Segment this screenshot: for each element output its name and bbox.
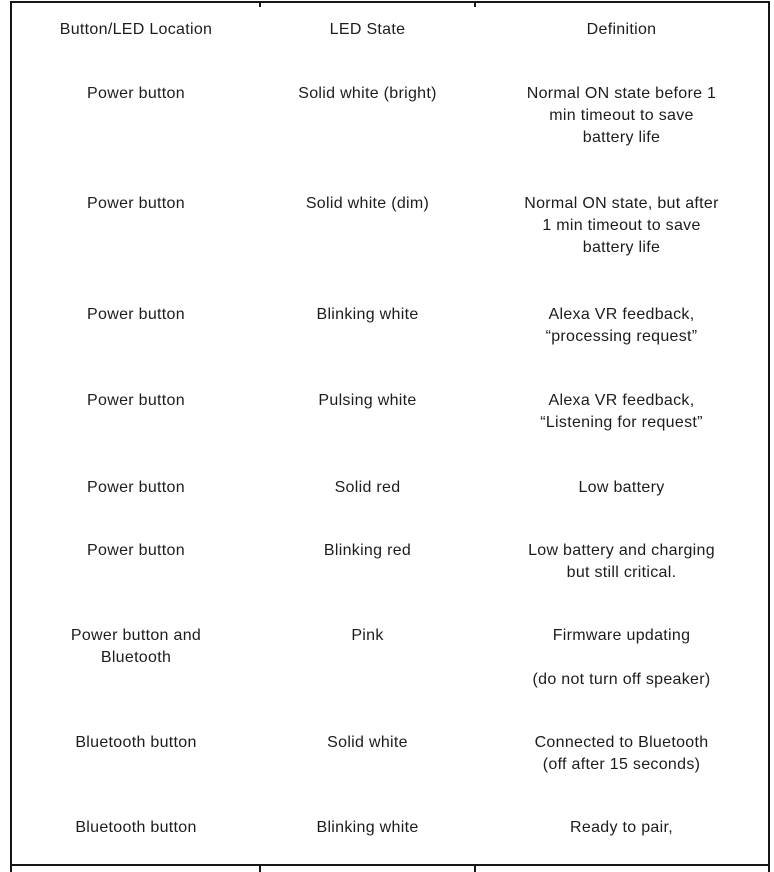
cell-text: Low battery [578,479,665,496]
cell-location [12,540,260,562]
cell-text: (off after 15 seconds) [542,756,701,773]
cell-text: Pulsing white [318,392,417,409]
table-row [12,390,768,434]
cell-definition [475,625,768,691]
cell-text: Solid white (bright) [298,85,437,102]
table-row [12,83,768,149]
cell-text: Normal ON state before 1 [526,85,717,102]
cell-text [475,647,768,669]
cell-text: (do not turn off speaker) [532,671,711,688]
table-row [12,193,768,259]
cell-text: Solid red [334,479,401,496]
cell-location [12,625,260,669]
cell-text: Power button [87,85,185,102]
header-led-state-label: LED State [329,21,406,38]
cell-text: Normal ON state, but after [524,195,719,212]
cell-text: Power button [87,479,185,496]
cell-definition [475,304,768,348]
table-row [12,304,768,348]
cell-definition [475,817,768,839]
table-bottom-border [10,864,770,866]
cell-text: battery life [582,239,661,256]
cell-text: Solid white [327,734,408,751]
table-row [12,732,768,776]
column-divider-tick [259,2,261,7]
header-definition-label: Definition [586,21,657,38]
cell-text: Connected to Bluetooth [534,734,709,751]
cell-text: but still critical. [566,564,677,581]
cell-text: Blinking red [323,542,412,559]
header-location-label: Button/LED Location [59,21,213,38]
cell-text: min timeout to save [549,107,694,124]
header-definition [475,19,768,41]
cell-text: Power button [87,392,185,409]
table-row [12,817,768,839]
cell-text: Blinking white [316,306,419,323]
cell-led-state [260,732,475,754]
cell-text: Power button [87,195,185,212]
cell-text: Alexa VR feedback, [548,392,695,409]
cell-text: Power button [87,306,185,323]
cell-led-state [260,304,475,326]
cell-text: Power button [87,542,185,559]
table-header-row [12,19,768,41]
column-divider-tick [474,2,476,7]
cell-definition [475,83,768,149]
cell-text: Ready to pair, [570,819,673,836]
cell-location [12,193,260,215]
cell-location [12,304,260,326]
cell-text: “processing request” [545,328,698,345]
cell-location [12,390,260,412]
cell-led-state [260,193,475,215]
cell-text: Firmware updating [552,627,691,644]
table-row [12,477,768,499]
cell-text: Bluetooth [100,649,172,666]
cell-text: Alexa VR feedback, [548,306,695,323]
cell-text: Power button and [70,627,202,644]
cell-text: Solid white (dim) [305,195,430,212]
cell-text: Pink [351,627,384,644]
cell-text: “Listening for request” [540,414,703,431]
cell-location [12,817,260,839]
cell-location [12,83,260,105]
cell-text: Low battery and charging [528,542,715,559]
cell-text: Bluetooth button [75,819,197,836]
cell-led-state [260,540,475,562]
header-location [12,19,260,41]
cell-definition [475,732,768,776]
cell-definition [475,540,768,584]
cell-location [12,477,260,499]
cell-led-state [260,477,475,499]
column-divider-tick [474,866,476,872]
table-row [12,540,768,584]
cell-location [12,732,260,754]
cell-definition [475,193,768,259]
cell-led-state [260,390,475,412]
cell-definition [475,477,768,499]
cell-text: 1 min timeout to save [542,217,701,234]
cell-led-state [260,625,475,647]
cell-led-state [260,817,475,839]
cell-text: battery life [582,129,661,146]
cell-text: Blinking white [316,819,419,836]
cell-text: Bluetooth button [75,734,197,751]
header-led-state [260,19,475,41]
cell-led-state [260,83,475,105]
cell-definition [475,390,768,434]
table-row [12,625,768,691]
column-divider-tick [259,866,261,872]
